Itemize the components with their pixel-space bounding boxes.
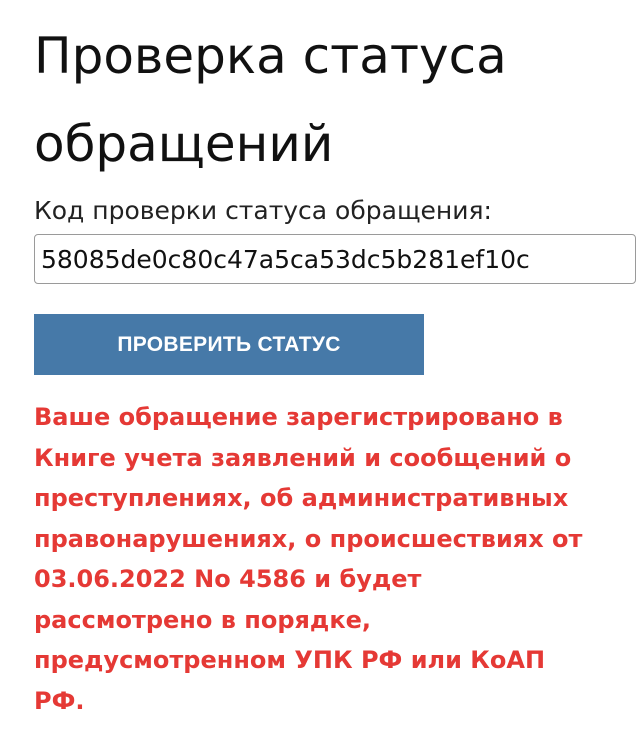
check-status-button[interactable]: ПРОВЕРИТЬ СТАТУС bbox=[34, 314, 424, 375]
code-field-label: Код проверки статуса обращения: bbox=[34, 196, 492, 225]
status-code-input[interactable] bbox=[34, 234, 636, 284]
page-title: Проверка статуса обращений bbox=[34, 27, 507, 173]
status-result-message: Ваше обращение зарегистрировано в Книге учета заявлений и сообщений о преступлениях, об административных правонарушениях, о происшествиях от 03.06.2022 No 4586 и будет рассмотрено в порядке, предусмотренном УПК РФ или КоАП РФ. bbox=[34, 403, 583, 715]
